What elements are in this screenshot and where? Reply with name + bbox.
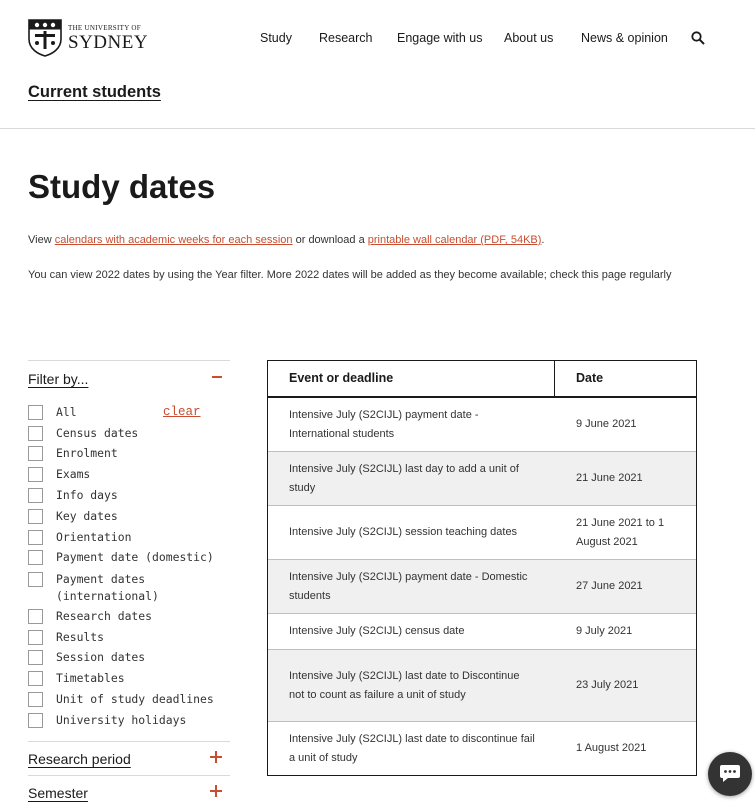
checkbox[interactable] bbox=[28, 530, 43, 545]
filter-panel bbox=[28, 360, 230, 398]
filter-option-label: Payment dates (international) bbox=[56, 572, 159, 603]
expand-icon[interactable] bbox=[210, 785, 222, 797]
intro-prefix: View bbox=[28, 234, 55, 246]
filter-option-label: All bbox=[56, 405, 77, 419]
table-row bbox=[268, 452, 696, 506]
filter-option[interactable] bbox=[28, 488, 118, 504]
nav-engage[interactable]: Engage with us bbox=[397, 31, 483, 45]
date-cell: 1 August 2021 bbox=[576, 742, 647, 755]
academic-calendars-link[interactable]: calendars with academic weeks for each session bbox=[54, 234, 293, 246]
wall-calendar-link[interactable]: printable wall calendar (PDF, 54KB) bbox=[367, 234, 542, 246]
table-row bbox=[268, 614, 696, 650]
filter-option-label: Research dates bbox=[56, 609, 153, 623]
table-row bbox=[268, 506, 696, 560]
filter-option[interactable] bbox=[28, 467, 90, 483]
event-cell: Intensive July (S2CIJL) last day to add a unit of study bbox=[289, 463, 519, 494]
filter-option-label: Unit of study deadlines bbox=[56, 692, 214, 706]
nav-research[interactable]: Research bbox=[319, 31, 373, 45]
filter-option-label: Results bbox=[56, 630, 105, 644]
filter-header[interactable] bbox=[28, 361, 230, 398]
table-header bbox=[268, 361, 696, 398]
checkbox[interactable] bbox=[28, 426, 43, 441]
semester-label[interactable]: Semester bbox=[28, 785, 88, 801]
collapse-icon[interactable] bbox=[212, 376, 222, 378]
table-row bbox=[268, 650, 696, 722]
event-cell: Intensive July (S2CIJL) payment date - International students bbox=[289, 409, 479, 440]
checkbox[interactable] bbox=[28, 671, 43, 686]
date-cell: 21 June 2021 bbox=[576, 472, 643, 485]
checkbox[interactable] bbox=[28, 405, 43, 420]
date-cell: 9 July 2021 bbox=[576, 625, 633, 638]
event-cell: Intensive July (S2CIJL) session teaching dates bbox=[289, 526, 518, 539]
date-cell: 27 June 2021 bbox=[576, 580, 643, 593]
event-cell: Intensive July (S2CIJL) census date bbox=[289, 625, 465, 638]
accordion-semester[interactable] bbox=[28, 775, 230, 810]
column-header-date: Date bbox=[576, 371, 604, 385]
filter-option[interactable] bbox=[28, 446, 118, 462]
filter-option-label: Info days bbox=[56, 488, 118, 502]
accordion-research-period[interactable] bbox=[28, 741, 230, 776]
checkbox[interactable] bbox=[28, 572, 43, 587]
logo-big-text: SYDNEY bbox=[68, 31, 149, 53]
filter-option-label: Exams bbox=[56, 467, 91, 481]
year-filter-note: You can view 2022 dates by using the Year filter. More 2022 dates will be added as they become available; check this page regularly bbox=[28, 269, 672, 281]
checkbox[interactable] bbox=[28, 692, 43, 707]
filter-option[interactable] bbox=[28, 572, 228, 605]
table-row bbox=[268, 722, 696, 775]
search-icon[interactable] bbox=[691, 31, 705, 45]
filter-option[interactable] bbox=[28, 692, 214, 708]
site-header bbox=[0, 0, 755, 129]
filter-option-label: Session dates bbox=[56, 650, 146, 664]
filter-option-label: Timetables bbox=[56, 671, 125, 685]
event-cell: Intensive July (S2CIJL) last date to Discontinue not to count as failure a unit of study bbox=[289, 670, 520, 701]
checkbox[interactable] bbox=[28, 446, 43, 461]
chat-button[interactable] bbox=[708, 752, 752, 796]
event-cell: Intensive July (S2CIJL) last date to discontinue fail a unit of study bbox=[289, 733, 535, 764]
filter-option[interactable] bbox=[28, 405, 77, 421]
nav-news[interactable]: News & opinion bbox=[581, 31, 668, 45]
date-cell: 9 June 2021 bbox=[576, 418, 637, 431]
filter-option-label: Census dates bbox=[56, 426, 139, 440]
checkbox[interactable] bbox=[28, 488, 43, 503]
filter-option[interactable] bbox=[28, 509, 118, 525]
filter-option[interactable] bbox=[28, 713, 186, 729]
filter-option-label: Enrolment bbox=[56, 446, 118, 460]
filter-option[interactable] bbox=[28, 530, 131, 546]
intro-text bbox=[28, 234, 544, 246]
checkbox[interactable] bbox=[28, 509, 43, 524]
checkbox[interactable] bbox=[28, 650, 43, 665]
filter-option[interactable] bbox=[28, 609, 152, 625]
filter-option[interactable] bbox=[28, 550, 214, 566]
expand-icon[interactable] bbox=[210, 751, 222, 763]
filter-option-label: Orientation bbox=[56, 530, 132, 544]
page-title: Study dates bbox=[28, 168, 216, 205]
filter-title[interactable]: Filter by... bbox=[28, 371, 89, 387]
event-cell: Intensive July (S2CIJL) payment date - Domestic students bbox=[289, 571, 528, 602]
crest-icon bbox=[28, 19, 62, 57]
filter-option[interactable] bbox=[28, 671, 125, 687]
checkbox[interactable] bbox=[28, 713, 43, 728]
checkbox[interactable] bbox=[28, 550, 43, 565]
current-students-link[interactable]: Current students bbox=[28, 83, 161, 101]
logo-small-text: THE UNIVERSITY OF bbox=[68, 23, 141, 32]
study-dates-table bbox=[267, 360, 697, 776]
chat-icon bbox=[719, 764, 741, 784]
filter-option[interactable] bbox=[28, 426, 138, 442]
checkbox[interactable] bbox=[28, 609, 43, 624]
intro-middle: or download a bbox=[292, 234, 368, 246]
filter-option-label: University holidays bbox=[56, 713, 187, 727]
date-cell: 23 July 2021 bbox=[576, 679, 639, 692]
checkbox[interactable] bbox=[28, 630, 43, 645]
filter-option[interactable] bbox=[28, 650, 145, 666]
date-cell: 21 June 2021 to 1 August 2021 bbox=[576, 517, 665, 548]
intro-suffix: . bbox=[541, 234, 545, 246]
clear-filters-link[interactable]: clear bbox=[163, 405, 201, 419]
university-logo[interactable] bbox=[28, 19, 148, 57]
nav-study[interactable]: Study bbox=[260, 31, 292, 45]
table-row bbox=[268, 398, 696, 452]
column-header-event: Event or deadline bbox=[268, 361, 555, 396]
filter-option-label: Key dates bbox=[56, 509, 118, 523]
research-period-label[interactable]: Research period bbox=[28, 751, 131, 767]
table-row bbox=[268, 560, 696, 614]
checkbox[interactable] bbox=[28, 467, 43, 482]
filter-option[interactable] bbox=[28, 630, 104, 646]
filter-option-label: Payment date (domestic) bbox=[56, 550, 214, 564]
nav-about[interactable]: About us bbox=[504, 31, 554, 45]
